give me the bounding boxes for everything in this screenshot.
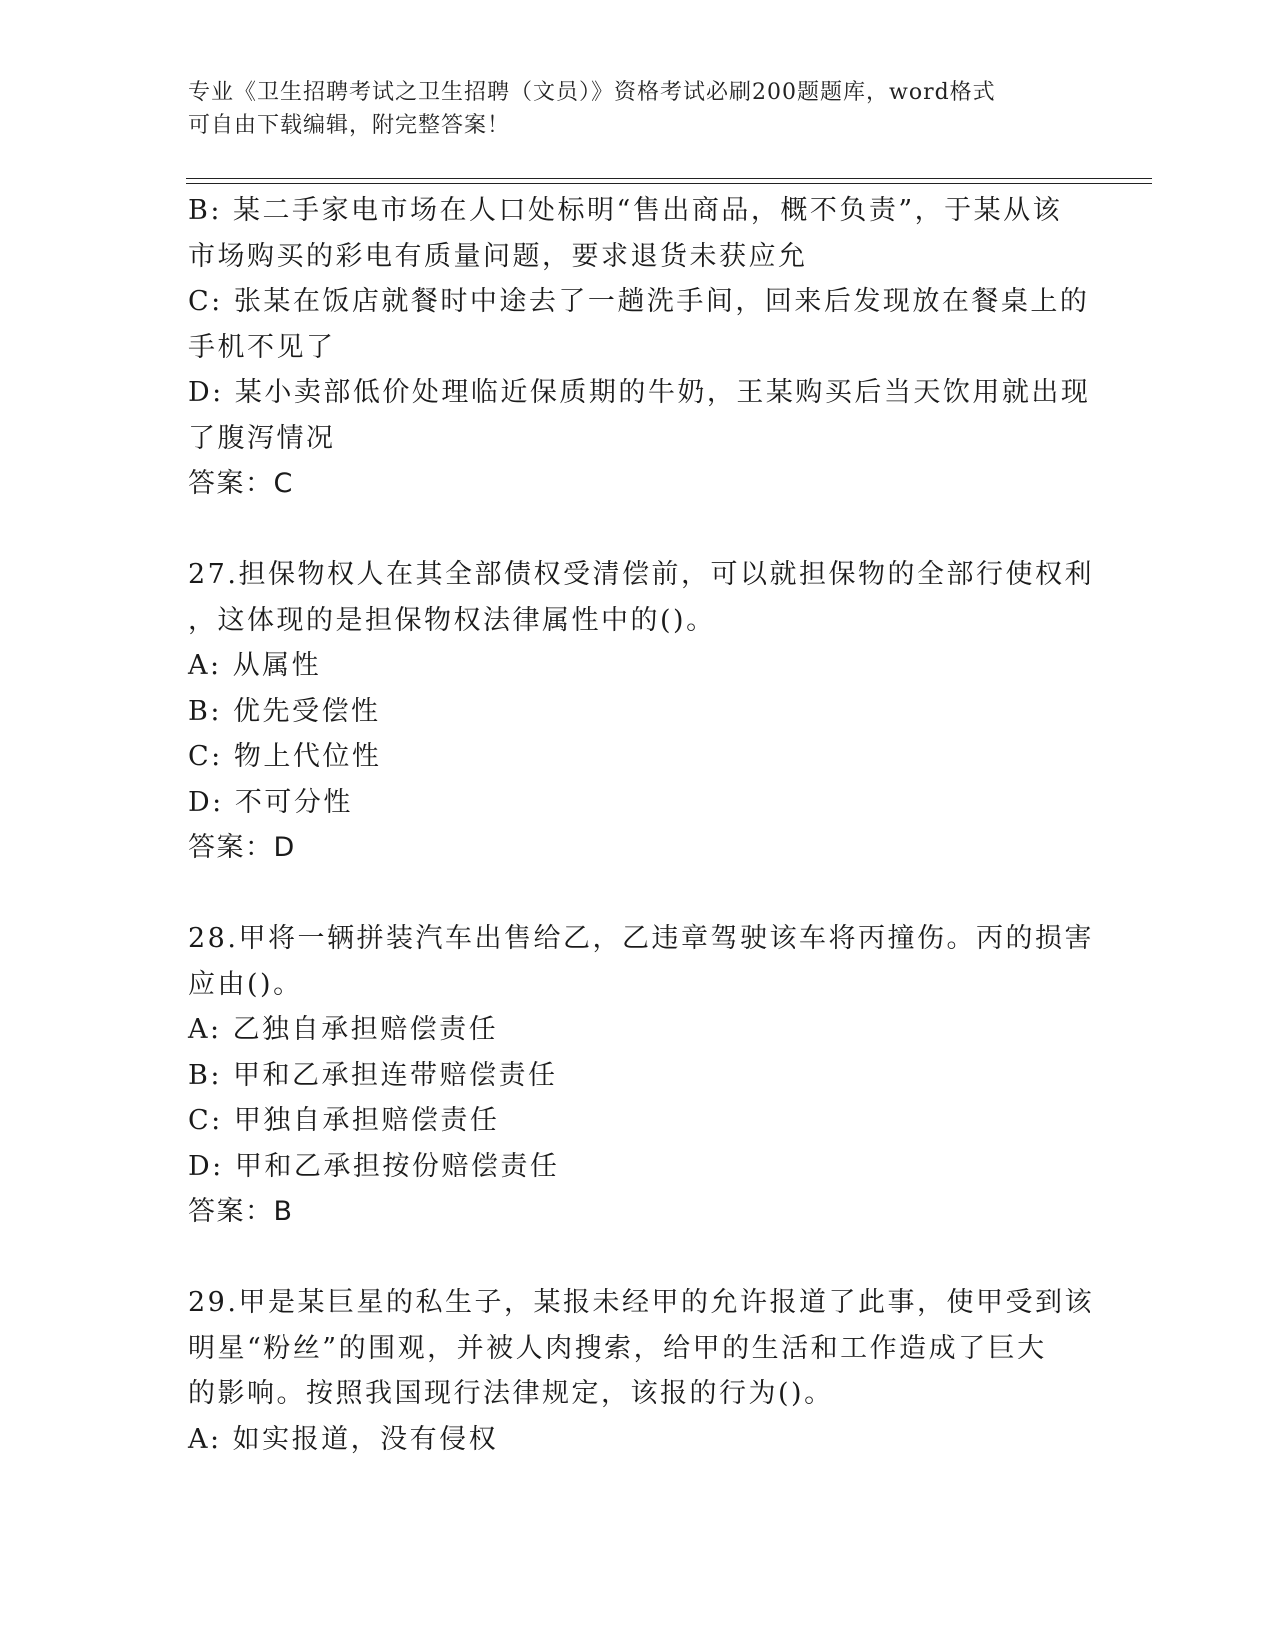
text-line: 市场购买的彩电有质量问题，要求退货未获应允 — [188, 240, 808, 272]
option-b: B: 优先受偿性 — [188, 695, 381, 727]
option-c: C: 物上代位性 — [188, 741, 382, 772]
text-line: 了腹泻情况 — [188, 422, 336, 454]
text-line: D: 某小卖部低价处理临近保质期的牛奶，王某购买后当天饮用就出现 — [188, 377, 1091, 408]
text-line: C: 张某在饭店就餐时中途去了一趟洗手间，回来后发现放在餐桌上的 — [188, 286, 1090, 317]
question-stem: ，这体现的是担保物权法律属性中的()。 — [188, 604, 716, 636]
header-divider — [186, 183, 1152, 184]
answer-line: 答案：B — [188, 1196, 294, 1227]
question-stem: 28.甲将一辆拼装汽车出售给乙，乙违章驾驶该车将丙撞伤。丙的损害 — [188, 923, 1094, 954]
question-block — [188, 188, 1091, 507]
block-spacer — [188, 1235, 1088, 1281]
question-block — [188, 916, 1094, 1235]
text-line: 手机不见了 — [188, 331, 336, 363]
header-line: 可自由下载编辑，附完整答案！ — [188, 113, 511, 138]
question-block — [188, 552, 1094, 871]
question-stem: 29.甲是某巨星的私生子，某报未经甲的允许报道了此事，使甲受到该 — [188, 1287, 1094, 1318]
block-spacer — [188, 507, 1088, 553]
question-content — [188, 188, 1094, 1462]
question-block — [188, 1280, 1094, 1462]
question-stem: 应由()。 — [188, 968, 303, 1000]
document-header — [188, 76, 1068, 142]
option-c: C: 甲独自承担赔偿责任 — [188, 1105, 500, 1136]
block-spacer — [188, 871, 1088, 917]
option-a: A: 乙独自承担赔偿责任 — [188, 1014, 499, 1045]
question-stem: 27.担保物权人在其全部债权受清偿前，可以就担保物的全部行使权利 — [188, 559, 1094, 590]
option-d: D: 甲和乙承担按份赔偿责任 — [188, 1150, 560, 1182]
option-a: A: 从属性 — [188, 650, 322, 681]
answer-line: 答案：D — [188, 832, 296, 863]
header-divider — [186, 178, 1152, 179]
text-line: B: 某二手家电市场在人口处标明“售出商品，概不负责”，于某从该 — [188, 195, 1063, 226]
header-line: 专业《卫生招聘考试之卫生招聘（文员）》资格考试必刷200题题库，word格式 — [188, 80, 996, 105]
question-stem: 明星“粉丝”的围观，并被人肉搜索，给甲的生活和工作造成了巨大 — [188, 1332, 1047, 1364]
question-stem: 的影响。按照我国现行法律规定，该报的行为()。 — [188, 1378, 834, 1409]
option-b: B: 甲和乙承担连带赔偿责任 — [188, 1059, 558, 1091]
answer-line: 答案：C — [188, 468, 294, 499]
option-a: A: 如实报道，没有侵权 — [188, 1423, 499, 1455]
option-d: D: 不可分性 — [188, 786, 353, 818]
